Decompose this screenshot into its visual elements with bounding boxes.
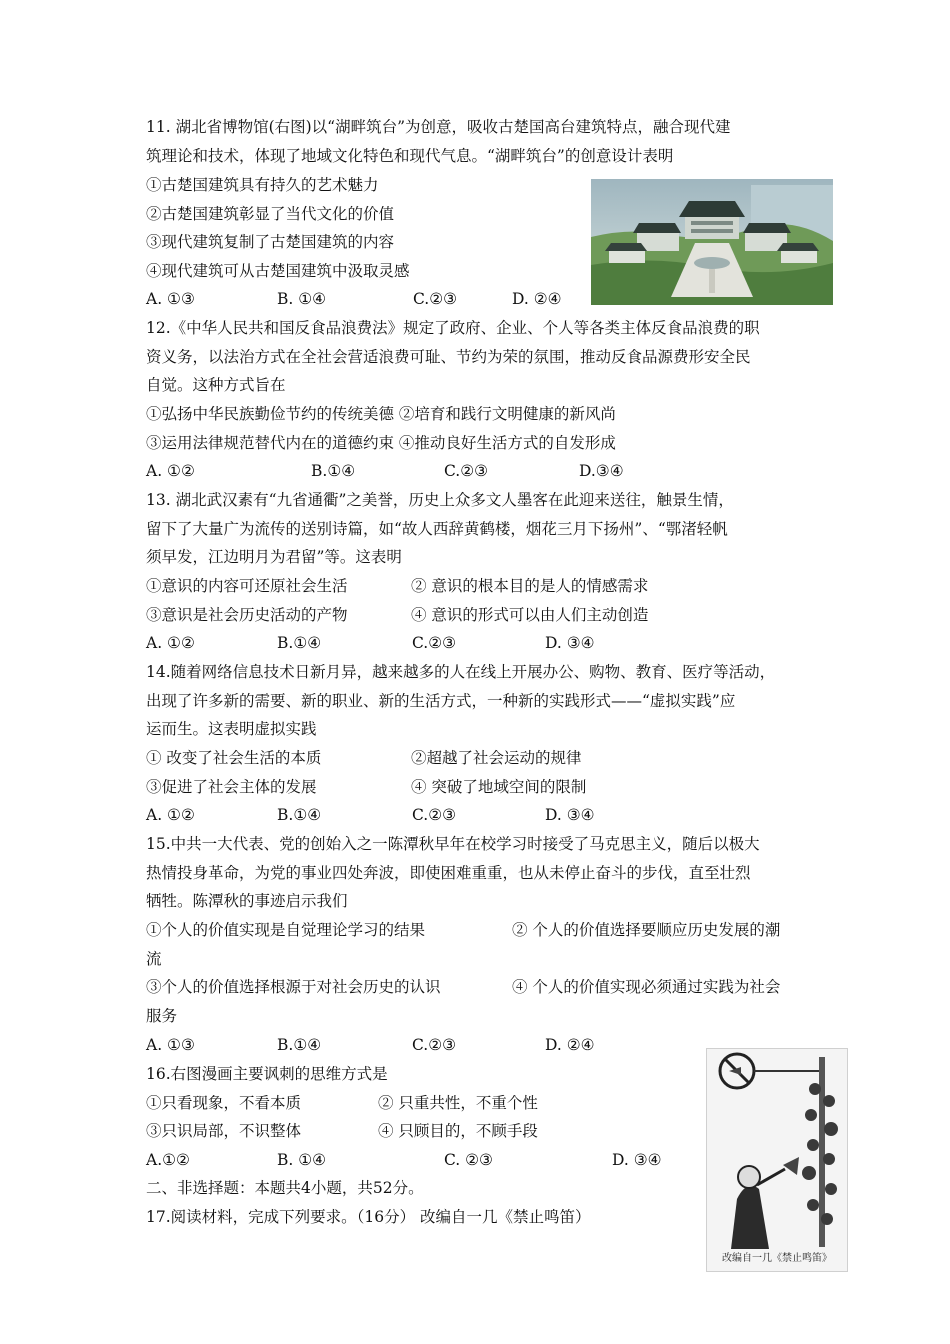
q14-item-1: ① 改变了社会生活的本质 bbox=[146, 749, 322, 767]
q12-stem-line-2: 资义务，以法治方式在全社会营适浪费可耻、节约为荣的氛围，推动反食品源费形安全民 bbox=[146, 348, 751, 366]
q13-stem-line-3: 须早发，江边明月为君留”等。这表明 bbox=[146, 548, 402, 566]
q14-option-c: C.②③ bbox=[412, 806, 457, 824]
q13-option-a: A. ①② bbox=[146, 634, 195, 652]
q12-option-c: C.②③ bbox=[444, 462, 489, 480]
q13-option-c: C.②③ bbox=[412, 634, 457, 652]
q14-stem-line-1: 14.随着网络信息技术日新月异，越来越多的人在线上开展办公、购物、教育、医疗等活动， bbox=[146, 663, 776, 681]
q14-option-b: B.①④ bbox=[277, 806, 322, 824]
q16-item-3: ③只识局部，不识整体 bbox=[146, 1122, 302, 1140]
q15-stem-line-2: 热情投身革命，为党的事业四处奔波，即使困难重重，也从未停止奋斗的步伐，直至壮烈 bbox=[146, 864, 751, 882]
q11-option-d: D. ②④ bbox=[512, 290, 562, 308]
q14-item-3: ③促进了社会主体的发展 bbox=[146, 778, 317, 796]
q11-option-b: B. ①④ bbox=[277, 290, 327, 308]
q15-item-4-wrap: 服务 bbox=[146, 1007, 178, 1025]
q11-item-4: ④现代建筑可从古楚国建筑中汲取灵感 bbox=[146, 262, 410, 280]
q13-stem-line-1: 13. 湖北武汉素有“九省通衢”之美誉，历史上众多文人墨客在此迎来送往，触景生情， bbox=[146, 491, 734, 509]
museum-photo bbox=[591, 179, 833, 305]
q13-item-4: ④ 意识的形式可以由人们主动创造 bbox=[411, 606, 649, 624]
cartoon-image bbox=[706, 1048, 848, 1272]
q15-item-1: ①个人的价值实现是自觉理论学习的结果 bbox=[146, 921, 426, 939]
q13-item-1: ①意识的内容可还原社会生活 bbox=[146, 577, 348, 595]
q15-option-d: D. ②④ bbox=[545, 1036, 595, 1054]
q12-item-2: ③运用法律规范替代内在的道德约束 ④推动良好生活方式的自发形成 bbox=[146, 434, 616, 452]
q11-stem-line-1: 11. 湖北省博物馆(右图)以“湖畔筑台”为创意，吸收古楚国高台建筑特点，融合现代建 bbox=[146, 118, 731, 136]
section-heading: 二、非选择题：本题共4小题，共52分。 bbox=[146, 1179, 424, 1197]
q11-item-1: ①古楚国建筑具有持久的艺术魅力 bbox=[146, 176, 379, 194]
q15-option-a: A. ①③ bbox=[146, 1036, 195, 1054]
q16-option-d: D. ③④ bbox=[612, 1151, 662, 1169]
q15-stem-line-3: 牺牲。陈潭秋的事迹启示我们 bbox=[146, 892, 348, 910]
cartoon-caption: 改编自一几《禁止鸣笛》 bbox=[722, 1253, 832, 1264]
q16-option-c: C. ②③ bbox=[444, 1151, 493, 1169]
q15-item-2: ② 个人的价值选择要顺应历史发展的潮 bbox=[512, 921, 781, 939]
q11-stem-line-2: 筑理论和技术，体现了地域文化特色和现代气息。“湖畔筑台”的创意设计表明 bbox=[146, 147, 674, 165]
q15-item-4: ④ 个人的价值实现必须通过实践为社会 bbox=[512, 978, 781, 996]
q12-stem-line-1: 12.《中华人民共和国反食品浪费法》规定了政府、企业、个人等各类主体反食品浪费的职 bbox=[146, 319, 760, 337]
q17-stem: 17.阅读材料，完成下列要求。（16分） 改编自一几《禁止鸣笛） bbox=[146, 1208, 591, 1226]
q12-item-1: ①弘扬中华民族勤俭节约的传统美德 ②培育和践行文明健康的新风尚 bbox=[146, 405, 616, 423]
q14-stem-line-3: 运而生。这表明虚拟实践 bbox=[146, 720, 317, 738]
q15-option-c: C.②③ bbox=[412, 1036, 457, 1054]
q16-item-2: ② 只重共性，不重个性 bbox=[378, 1094, 538, 1112]
q14-option-d: D. ③④ bbox=[545, 806, 595, 824]
q13-item-2: ② 意识的根本目的是人的情感需求 bbox=[411, 577, 649, 595]
q16-item-4: ④ 只顾目的，不顾手段 bbox=[378, 1122, 538, 1140]
q13-option-d: D. ③④ bbox=[545, 634, 595, 652]
q16-stem: 16.右图漫画主要讽刺的思维方式是 bbox=[146, 1065, 388, 1083]
q12-option-b: B.①④ bbox=[311, 462, 356, 480]
q16-option-b: B. ①④ bbox=[277, 1151, 327, 1169]
q14-item-2: ②超越了社会运动的规律 bbox=[411, 749, 582, 767]
q15-item-2-wrap: 流 bbox=[146, 950, 162, 968]
q11-option-a: A. ①③ bbox=[146, 290, 195, 308]
q15-stem-line-1: 15.中共一大代表、党的创始入之一陈潭秋早年在校学习时接受了马克思主义，随后以极大 bbox=[146, 835, 760, 853]
q15-option-b: B.①④ bbox=[277, 1036, 322, 1054]
q16-item-1: ①只看现象，不看本质 bbox=[146, 1094, 302, 1112]
q15-item-3: ③个人的价值选择根源于对社会历史的认识 bbox=[146, 978, 441, 996]
q14-item-4: ④ 突破了地域空间的限制 bbox=[411, 778, 587, 796]
q14-stem-line-2: 出现了许多新的需要、新的职业、新的生活方式，一种新的实践形式——“虚拟实践”应 bbox=[146, 692, 736, 710]
q11-item-2: ②古楚国建筑彰显了当代文化的价值 bbox=[146, 205, 395, 223]
q12-option-d: D.③④ bbox=[579, 462, 624, 480]
q16-option-a: A.①② bbox=[146, 1151, 190, 1169]
q13-item-3: ③意识是社会历史活动的产物 bbox=[146, 606, 348, 624]
q13-stem-line-2: 留下了大量广为流传的送别诗篇，如“故人西辞黄鹤楼，烟花三月下扬州”、“鄂渚轻帆 bbox=[146, 520, 728, 538]
q11-item-3: ③现代建筑复制了古楚国建筑的内容 bbox=[146, 233, 395, 251]
q13-option-b: B.①④ bbox=[277, 634, 322, 652]
q11-option-c: C.②③ bbox=[413, 290, 458, 308]
q12-option-a: A. ①② bbox=[146, 462, 195, 480]
q12-stem-line-3: 自觉。这种方式旨在 bbox=[146, 376, 286, 394]
q14-option-a: A. ①② bbox=[146, 806, 195, 824]
